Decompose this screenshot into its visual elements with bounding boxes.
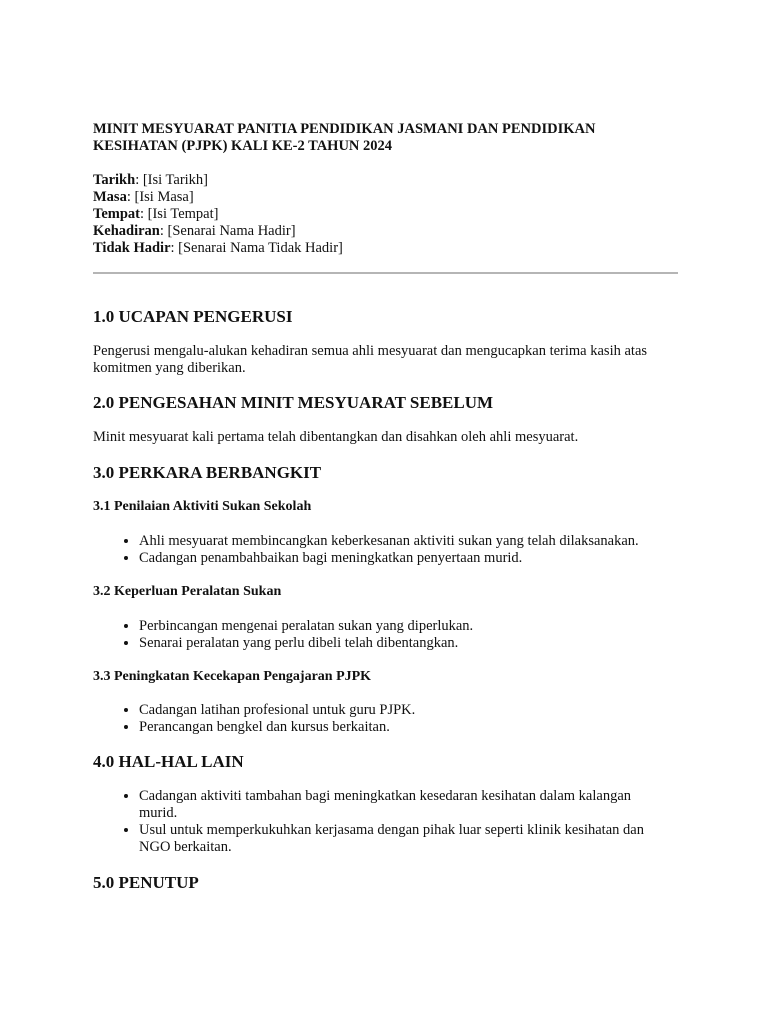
meeting-details [93,172,678,257]
subsection-3-2-list [93,618,724,652]
meta-absent [93,240,678,257]
meta-date-label: Tarikh [93,172,136,188]
list-item: • Usul untuk memperkukuhkan kerjasama dengan pihak luar seperti klinik kesihatan dan NGO berkaitan. [139,822,668,856]
meta-time [93,189,678,206]
section-4-heading: 4.0 HAL-HAL LAIN [93,752,244,771]
subsection-3-1-list [93,533,724,567]
meta-time-label: Masa [93,189,127,205]
meta-attendance-label: Kehadiran [93,223,160,239]
section-1-heading: 1.0 UCAPAN PENGERUSI [93,307,293,326]
section-4-list [93,788,678,856]
meta-place [93,206,678,223]
list-item: • Cadangan penambahbaikan bagi meningkatkan penyertaan murid. [139,550,724,567]
meta-date-value: : [Isi Tarikh] [135,172,208,188]
list-item: • Perbincangan mengenai peralatan sukan yang diperlukan. [139,618,724,635]
meta-time-value: : [Isi Masa] [126,189,194,205]
section-5-heading: 5.0 PENUTUP [93,873,199,892]
list-item: • Ahli mesyuarat membincangkan keberkesanan aktiviti sukan yang telah dilaksanakan. [139,533,724,550]
list-item: • Cadangan aktiviti tambahan bagi meningkatkan kesedaran kesihatan dalam kalangan murid. [139,788,668,822]
document-title: MINIT MESYUARAT PANITIA PENDIDIKAN JASMANI DAN PENDIDIKAN KESIHATAN (PJPK) KALI KE-2 TAHUN 2024 [93,121,596,154]
list-item: • Cadangan latihan profesional untuk guru PJPK. [139,702,724,719]
section-2-heading: 2.0 PENGESAHAN MINIT MESYUARAT SEBELUM [93,393,494,412]
section-2-text: Minit mesyuarat kali pertama telah dibentangkan dan disahkan oleh ahli mesyuarat. [93,429,579,445]
section-1-text: Pengerusi mengalu-alukan kehadiran semua ahli mesyuarat dan mengucapkan terima kasih atas komitmen yang diberikan. [93,343,648,376]
subsection-3-1-heading: 3.1 Penilaian Aktiviti Sukan Sekolah [93,499,312,514]
list-item: • Perancangan bengkel dan kursus berkaitan. [139,719,724,736]
meta-absent-value: : [Senarai Nama Tidak Hadir] [170,240,343,256]
meta-place-value: : [Isi Tempat] [140,206,219,222]
meta-attendance-value: : [Senarai Nama Hadir] [159,223,296,239]
meta-attendance [93,223,678,240]
subsection-3-3-list [93,702,724,736]
meta-absent-label: Tidak Hadir [93,240,171,256]
meta-place-label: Tempat [93,206,140,222]
meta-date [93,172,678,189]
subsection-3-2-heading: 3.2 Keperluan Peralatan Sukan [93,584,282,599]
subsection-3-3-heading: 3.3 Peningkatan Kecekapan Pengajaran PJPK [93,669,372,684]
list-item: • Senarai peralatan yang perlu dibeli telah dibentangkan. [139,635,724,652]
horizontal-divider [93,272,678,274]
section-3-heading: 3.0 PERKARA BERBANGKIT [93,463,322,482]
